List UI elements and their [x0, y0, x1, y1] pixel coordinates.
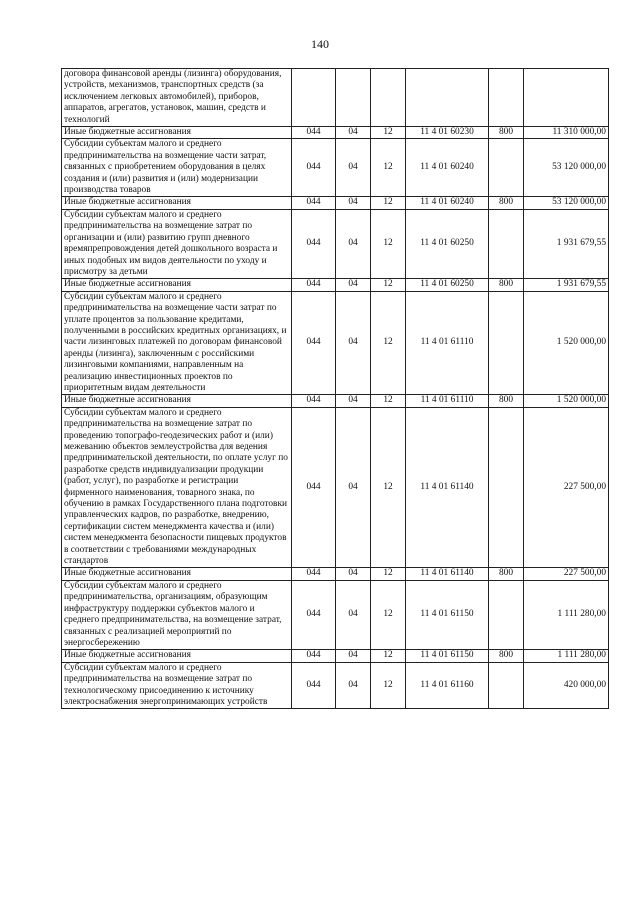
- cell-target-article-code: 11 4 01 61140: [406, 407, 489, 568]
- cell-expense-type-code: 800: [489, 127, 524, 139]
- cell-amount: 1 520 000,00: [524, 395, 609, 407]
- table-row: [62, 209, 609, 278]
- cell-description: Иные бюджетные ассигнования: [62, 279, 292, 291]
- cell-description: Иные бюджетные ассигнования: [62, 568, 292, 580]
- cell-expense-type-code: 800: [489, 568, 524, 580]
- cell-subsection-code: 12: [371, 395, 406, 407]
- cell-subsection-code: 12: [371, 291, 406, 395]
- cell-subsection-code: [371, 69, 406, 127]
- cell-amount: 11 310 000,00: [524, 127, 609, 139]
- cell-subsection-code: 12: [371, 650, 406, 662]
- cell-subsection-code: 12: [371, 279, 406, 291]
- page-number: 140: [311, 37, 329, 51]
- cell-administrator-code: 044: [292, 407, 336, 568]
- cell-section-code: 04: [336, 580, 371, 649]
- cell-section-code: 04: [336, 291, 371, 395]
- cell-subsection-code: 12: [371, 568, 406, 580]
- cell-section-code: 04: [336, 197, 371, 209]
- cell-subsection-code: 12: [371, 407, 406, 568]
- cell-expense-type-code: [489, 291, 524, 395]
- cell-subsection-code: 12: [371, 139, 406, 197]
- cell-subsection-code: 12: [371, 580, 406, 649]
- cell-administrator-code: 044: [292, 197, 336, 209]
- cell-expense-type-code: 800: [489, 395, 524, 407]
- cell-target-article-code: 11 4 01 61140: [406, 568, 489, 580]
- cell-target-article-code: 11 4 01 60240: [406, 197, 489, 209]
- cell-section-code: 04: [336, 568, 371, 580]
- cell-amount: 227 500,00: [524, 568, 609, 580]
- cell-description: Субсидии субъектам малого и среднего предпринимательства на возмещение затрат по организации и (или) развитию групп дневного времяпрепровождения детей дошкольного возраста и иных подобных им видов деятельности по уходу и присмотру за детьми: [62, 209, 292, 278]
- cell-expense-type-code: 800: [489, 197, 524, 209]
- cell-section-code: 04: [336, 407, 371, 568]
- cell-description: Субсидии субъектам малого и среднего предпринимательства на возмещение затрат по технологическому присоединению к источнику электроснабжения энергопринимающих устройств: [62, 662, 292, 709]
- table-row: [62, 279, 609, 291]
- cell-subsection-code: 12: [371, 197, 406, 209]
- cell-administrator-code: 044: [292, 395, 336, 407]
- cell-description: Иные бюджетные ассигнования: [62, 650, 292, 662]
- cell-administrator-code: 044: [292, 291, 336, 395]
- cell-amount: 227 500,00: [524, 407, 609, 568]
- cell-expense-type-code: 800: [489, 650, 524, 662]
- cell-amount: 1 931 679,55: [524, 279, 609, 291]
- cell-amount: 1 931 679,55: [524, 209, 609, 278]
- table-row: [62, 650, 609, 662]
- cell-administrator-code: 044: [292, 127, 336, 139]
- table-row: [62, 407, 609, 568]
- cell-administrator-code: 044: [292, 568, 336, 580]
- cell-subsection-code: 12: [371, 209, 406, 278]
- cell-target-article-code: 11 4 01 61160: [406, 662, 489, 709]
- cell-section-code: 04: [336, 209, 371, 278]
- cell-description: Иные бюджетные ассигнования: [62, 197, 292, 209]
- cell-expense-type-code: [489, 139, 524, 197]
- table-row: [62, 139, 609, 197]
- budget-table: [61, 68, 609, 709]
- cell-amount: 53 120 000,00: [524, 139, 609, 197]
- cell-administrator-code: [292, 69, 336, 127]
- cell-description: договора финансовой аренды (лизинга) оборудования, устройств, механизмов, транспортных средств (за исключением легковых автомобилей), приборов, аппаратов, агрегатов, установок, машин, средств и технологий: [62, 69, 292, 127]
- table-row: [62, 197, 609, 209]
- cell-description: Субсидии субъектам малого и среднего предпринимательства на возмещение части затрат, связанных с приобретением оборудования в целях создания и (или) развития и (или) модернизации производства товаров: [62, 139, 292, 197]
- cell-expense-type-code: [489, 209, 524, 278]
- cell-administrator-code: 044: [292, 580, 336, 649]
- cell-target-article-code: 11 4 01 61150: [406, 580, 489, 649]
- cell-section-code: 04: [336, 279, 371, 291]
- cell-administrator-code: 044: [292, 650, 336, 662]
- cell-amount: [524, 69, 609, 127]
- cell-administrator-code: 044: [292, 139, 336, 197]
- cell-description: Иные бюджетные ассигнования: [62, 127, 292, 139]
- cell-expense-type-code: 800: [489, 279, 524, 291]
- cell-section-code: 04: [336, 662, 371, 709]
- cell-section-code: 04: [336, 139, 371, 197]
- table-row: [62, 291, 609, 395]
- cell-subsection-code: 12: [371, 662, 406, 709]
- cell-description: Иные бюджетные ассигнования: [62, 395, 292, 407]
- cell-description: Субсидии субъектам малого и среднего предпринимательства, организациям, образующим инфраструктуру поддержки субъектов малого и среднего предпринимательства, на возмещение затрат, связанных с реализацией мероприятий по энергосбережению: [62, 580, 292, 649]
- cell-description: Субсидии субъектам малого и среднего предпринимательства на возмещение части затрат по уплате процентов за пользование кредитами, полученными в российских кредитных организациях, и части лизинговых платежей по договорам финансовой аренды (лизинга), заключенным с российскими лизинговыми компаниями, направленным на реализацию инвестиционных проектов по приоритетным видам деятельности: [62, 291, 292, 395]
- cell-section-code: 04: [336, 650, 371, 662]
- cell-subsection-code: 12: [371, 127, 406, 139]
- table-row: [62, 395, 609, 407]
- cell-expense-type-code: [489, 580, 524, 649]
- table-row: [62, 662, 609, 709]
- cell-target-article-code: 11 4 01 61150: [406, 650, 489, 662]
- cell-target-article-code: 11 4 01 60230: [406, 127, 489, 139]
- cell-expense-type-code: [489, 662, 524, 709]
- cell-amount: 1 111 280,00: [524, 580, 609, 649]
- cell-administrator-code: 044: [292, 209, 336, 278]
- cell-target-article-code: 11 4 01 60240: [406, 139, 489, 197]
- table-row: [62, 580, 609, 649]
- table-row: [62, 127, 609, 139]
- cell-amount: 420 000,00: [524, 662, 609, 709]
- cell-section-code: 04: [336, 127, 371, 139]
- cell-target-article-code: 11 4 01 61110: [406, 395, 489, 407]
- cell-section-code: [336, 69, 371, 127]
- cell-expense-type-code: [489, 407, 524, 568]
- budget-table-body: [62, 69, 609, 709]
- table-row: [62, 568, 609, 580]
- cell-description: Субсидии субъектам малого и среднего предпринимательства на возмещение затрат по проведению топографо-геодезических работ и (или) межеванию объектов землеустройства для ведения предпринимательской деятельности, по оплате услуг по разработке средств индивидуализации продукции (работ, услуг), по разработке и регистрации фирменного наименования, товарного знака, по обучению в рамках Государственного плана подготовки управленческих кадров, по разработке, внедрению, сертификации систем менеджмента качества и (или) систем менеджмента безопасности пищевых продуктов в соответствии с требованиями международных стандартов: [62, 407, 292, 568]
- cell-target-article-code: 11 4 01 61110: [406, 291, 489, 395]
- cell-target-article-code: 11 4 01 60250: [406, 279, 489, 291]
- table-row: [62, 69, 609, 127]
- cell-administrator-code: 044: [292, 279, 336, 291]
- cell-amount: 1 111 280,00: [524, 650, 609, 662]
- cell-section-code: 04: [336, 395, 371, 407]
- cell-target-article-code: 11 4 01 60250: [406, 209, 489, 278]
- cell-amount: 53 120 000,00: [524, 197, 609, 209]
- cell-expense-type-code: [489, 69, 524, 127]
- cell-amount: 1 520 000,00: [524, 291, 609, 395]
- cell-administrator-code: 044: [292, 662, 336, 709]
- cell-target-article-code: [406, 69, 489, 127]
